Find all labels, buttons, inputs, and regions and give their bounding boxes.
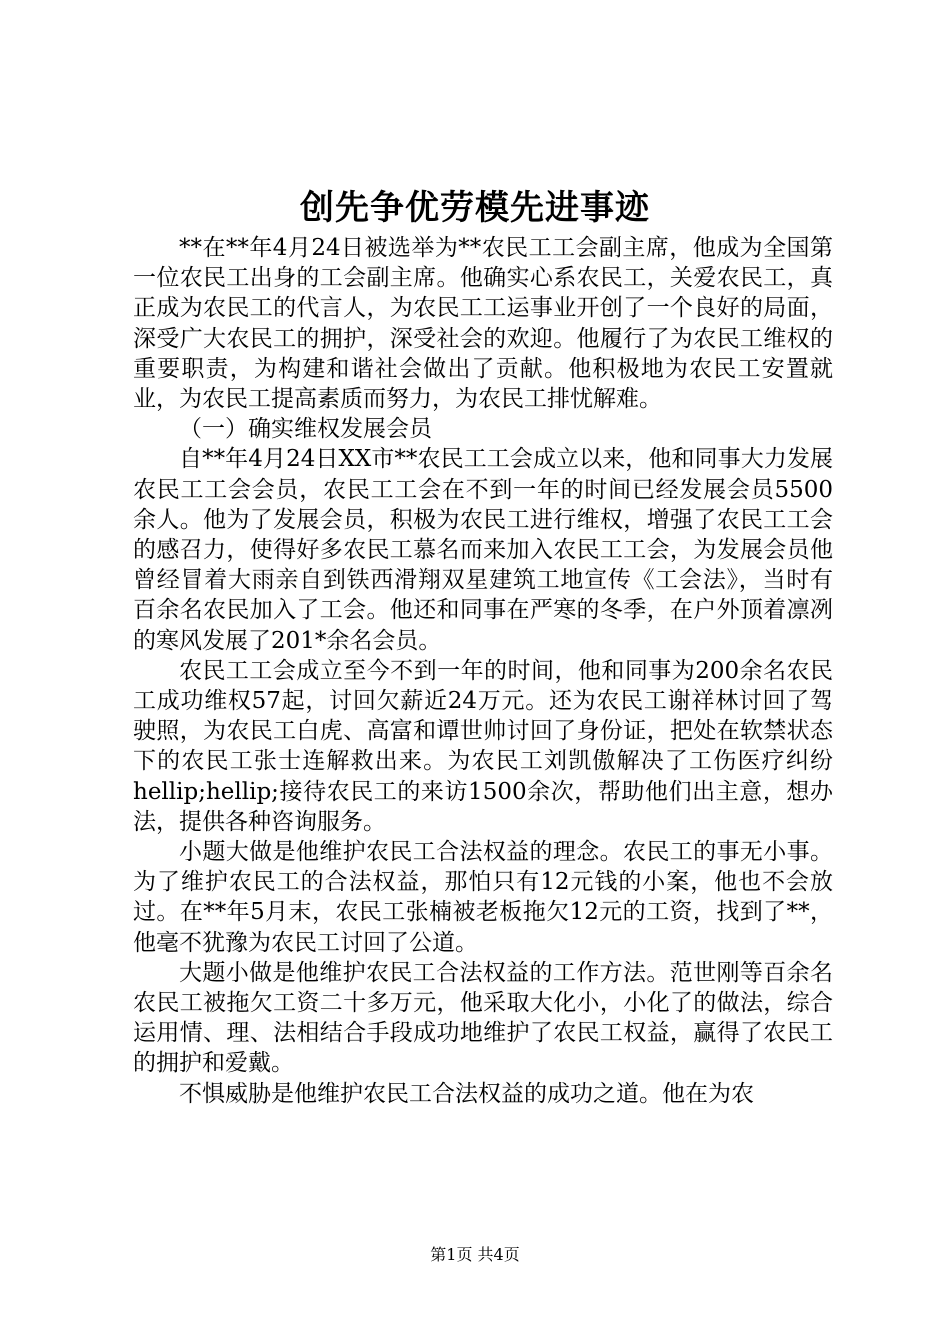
paragraph-membership: 自**年4月24日XX市**农民工工会成立以来，他和同事大力发展农民工工会会员，农民工工会在不到一年的时间已经发展会员5500余人。他为了发展会员，积极为农民工进行维权，增强了农民工工会的感召力，使得好多农民工慕名而来加入农民工工会，为发展会员他曾经冒着大雨亲自到铁西滑翔双星建筑工地宣传《工会法》，当时有百余名农民加入了工会。他还和同事在严寒的冬季，在户外顶着凛冽的寒风发展了201*余名会员。 <box>133 446 833 654</box>
paragraph-intro: **在**年4月24日被选举为**农民工工会副主席，他成为全国第一位农民工出身的工会副主席。他确实心系农民工，关爱农民工，真正成为农民工的代言人，为农民工工运事业开创了一个良好的局面，深受广大农民工的拥护，深受社会的欢迎。他履行了为农民工维权的重要职责，为构建和谐社会做出了贡献。他积极地为农民工安置就业，为农民工提高素质而努力，为农民工排忧解难。 <box>133 235 833 413</box>
document-body <box>133 233 833 1109</box>
document-title: 创先争优劳模先进事迹 <box>300 188 650 228</box>
paragraph-large-matters: 大题小做是他维护农民工合法权益的工作方法。范世刚等百余名农民工被拖欠工资二十多万元，他采取大化小，小化了的做法，综合运用情、理、法相结合手段成功地维护了农民工权益，赢得了农民工的拥护和爱戴。 <box>133 959 833 1077</box>
section-heading: （一）确实维权发展会员 <box>179 416 432 443</box>
paragraph-rights-cases: 农民工工会成立至今不到一年的时间，他和同事为200余名农民工成功维权57起，讨回欠薪近24万元。还为农民工谢祥林讨回了驾驶照，为农民工白虎、高富和谭世帅讨回了身份证，把处在软禁状态下的农民工张士连解救出来。为农民工刘凯傲解决了工伤医疗纠纷hellip;hellip;接待农民工的来访1500余次，帮助他们出主意，想办法，提供各种咨询服务。 <box>133 657 833 835</box>
page-footer: 第1页 共4页 <box>430 1245 520 1264</box>
paragraph-small-matters: 小题大做是他维护农民工合法权益的理念。农民工的事无小事。为了维护农民工的合法权益，那怕只有12元钱的小案，他也不会放过。在**年5月末，农民工张楠被老板拖欠12元的工资，找到了**，他毫不犹豫为农民工讨回了公道。 <box>133 839 833 956</box>
paragraph-no-fear: 不惧威胁是他维护农民工合法权益的成功之道。他在为农 <box>179 1080 754 1107</box>
